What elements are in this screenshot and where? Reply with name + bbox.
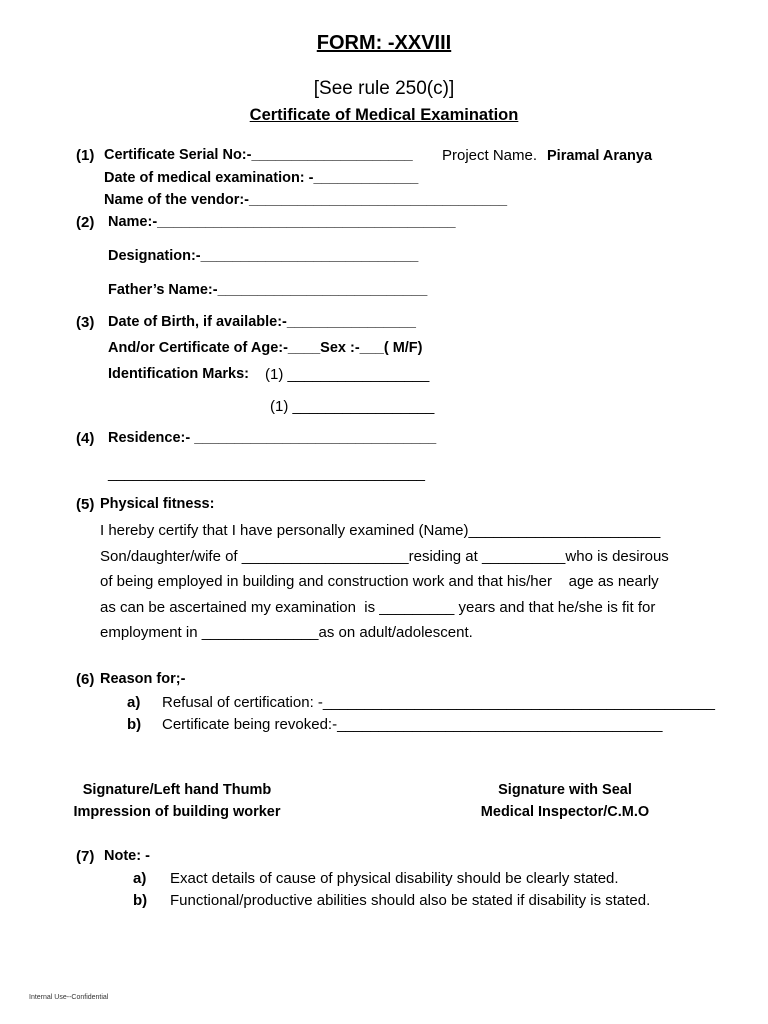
section-1-number: (1) (76, 147, 95, 164)
certificate-revoked-field: Certificate being revoked:-_______________________________________ (162, 716, 663, 733)
fitness-statement-line: of being employed in building and construction work and that his/her age as nearly (100, 573, 659, 590)
residence-field: Residence:- ______________________________ (108, 430, 437, 446)
note-b-label: b) (133, 892, 148, 909)
identification-mark-1: (1) _________________ (265, 366, 430, 383)
vendor-name-field: Name of the vendor:-________________________________ (104, 192, 508, 208)
medical-inspector-label: Medical Inspector/C.M.O (480, 804, 650, 820)
section-3-number: (3) (76, 314, 95, 331)
refusal-of-certification-field: Refusal of certification: -_______________________________________________ (162, 694, 715, 711)
project-name-label: Project Name. (442, 147, 538, 164)
worker-name-field: Name:-_____________________________________ (108, 214, 456, 230)
note-b-text: Functional/productive abilities should also be stated if disability is stated. (170, 892, 651, 909)
fitness-statement-line: I hereby certify that I have personally examined (Name)_______________________ (100, 522, 661, 539)
fitness-statement-line: Son/daughter/wife of ____________________residing at __________who is desirous (100, 548, 669, 565)
document-title: Certificate of Medical Examination (249, 106, 519, 124)
classification-footer: Internal Use--Confidential (29, 994, 109, 1001)
section-2-number: (2) (76, 214, 95, 231)
worker-signature-label: Signature/Left hand Thumb (82, 782, 272, 798)
section-7-number: (7) (76, 848, 95, 865)
fitness-statement-line: as can be ascertained my examination is _________ years and that he/she is fit for (100, 599, 656, 616)
reason-a-label: a) (127, 694, 141, 711)
worker-thumb-impression-label: Impression of building worker (73, 804, 281, 820)
age-certificate-sex-field: And/or Certificate of Age:-____Sex :-___( M/F) (108, 340, 423, 356)
project-name-value: Piramal Aranya (547, 148, 653, 164)
form-number: FORM: -XXVIII (316, 32, 452, 54)
note-heading: Note: - (104, 848, 150, 864)
date-of-birth-field: Date of Birth, if available:-________________ (108, 314, 416, 330)
rule-reference: [See rule 250(c)] (313, 78, 455, 99)
note-a-label: a) (133, 870, 147, 887)
identification-mark-2: (1) _________________ (270, 398, 435, 415)
section-6-number: (6) (76, 671, 95, 688)
reason-heading: Reason for;- (100, 671, 186, 687)
exam-date-field: Date of medical examination: -_____________ (104, 170, 419, 186)
fitness-statement-line: employment in ______________as on adult/adolescent. (100, 624, 473, 641)
section-5-number: (5) (76, 496, 95, 513)
section-4-number: (4) (76, 430, 95, 447)
certificate-serial-field: Certificate Serial No:-____________________ (104, 147, 413, 163)
inspector-signature-label: Signature with Seal (498, 782, 632, 798)
note-a-text: Exact details of cause of physical disability should be clearly stated. (170, 870, 619, 887)
reason-b-label: b) (127, 716, 142, 733)
physical-fitness-heading: Physical fitness: (100, 496, 215, 512)
father-name-field: Father’s Name:-__________________________ (108, 282, 428, 298)
identification-marks-label: Identification Marks: (108, 366, 249, 382)
designation-field: Designation:-___________________________ (108, 248, 419, 264)
residence-field-line-2: ______________________________________ (108, 465, 426, 482)
